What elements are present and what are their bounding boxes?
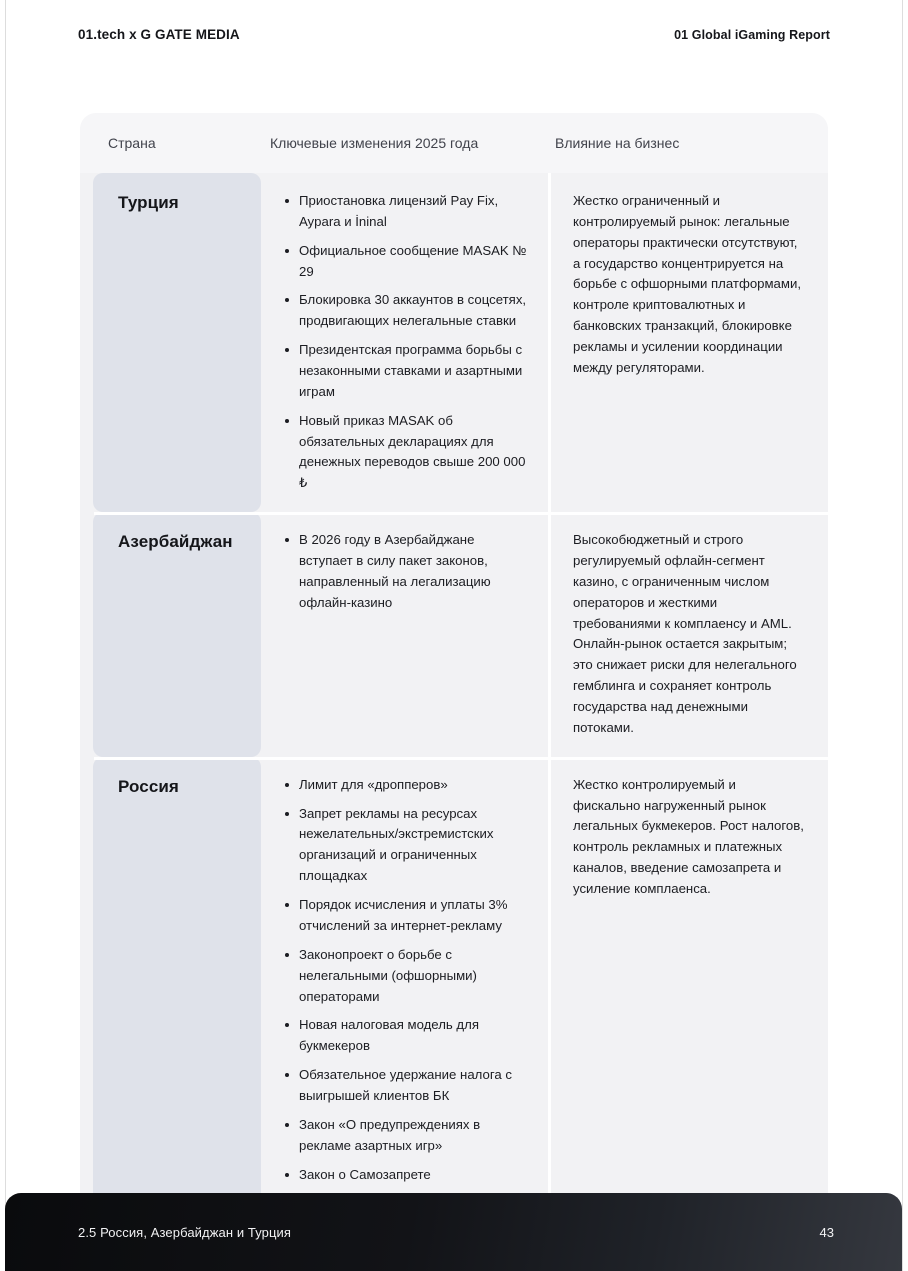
key-change-item: Блокировка 30 аккаунтов в соцсетях, продвигающих нелегальные ставки [283,290,528,332]
key-change-item: Приостановка лицензий Pay Fix, Aypara и İninal [283,191,528,233]
cell-business-impact [548,173,828,512]
table-row [80,757,828,1204]
cell-business-impact [548,512,828,757]
key-change-item: Обязательное удержание налога с выигрышей клиентов БК [283,1065,528,1107]
business-impact-text: Высокобюджетный и строго регулируемый офлайн-сегмент казино, с ограниченным числом операторов и жесткими требованиями к комплаенсу и AML. Онлайн-рынок остается закрытым; это снижает риски для нелегального гемблинга и сохраняет контроль государства над денежными потоками. [573,532,797,735]
country-name: Турция [118,193,179,212]
document-footer [5,1193,902,1271]
key-changes-list [283,530,528,613]
key-change-item: Закон о Самозапрете [283,1165,528,1186]
country-name: Россия [118,776,179,796]
column-header-impact: Влияние на бизнес [555,135,680,151]
cell-key-changes [261,757,548,1204]
cell-key-changes [261,173,548,512]
key-change-item: Запрет рекламы на ресурсах нежелательных/экстремистских организаций и ограниченных площадках [283,804,528,887]
key-changes-list [283,775,528,1186]
key-change-item: Президентская программа борьбы с незаконными ставками и азартными играм [283,340,528,403]
table-body [80,173,828,1203]
column-header-changes: Ключевые изменения 2025 года [270,135,479,151]
business-impact-text: Жестко ограниченный и контролируемый рынок: легальные операторы практически отсутствуют, а государство концентрируется на борьбе с офшорными платформами, контроле криптовалютных и банковских транзакций, блокировке рекламы и усилении координации между регуляторами. [573,193,801,375]
key-change-item: Новый приказ MASAK об обязательных декларациях для денежных переводов свыше 200 000 ₺ [283,411,528,494]
cell-key-changes [261,512,548,757]
key-change-item: Лимит для «дропперов» [283,775,528,796]
document-running-header [78,27,830,42]
brand-label: 01.tech x G GATE MEDIA [78,27,240,42]
key-change-item: Официальное сообщение MASAK № 29 [283,241,528,283]
key-changes-list [283,191,528,494]
report-title-label: 01 Global iGaming Report [674,28,830,42]
regulation-table [80,113,828,1221]
table-header-row [80,113,828,173]
country-name: Азербайджан [118,532,233,552]
cell-country [93,512,261,757]
cell-country [93,757,261,1204]
footer-section-label: 2.5 Россия, Азербайджан и Турция [78,1224,292,1240]
key-change-item: Порядок исчисления и уплаты 3% отчислений за интернет-рекламу [283,895,528,937]
column-header-country: Страна [108,135,156,151]
table-row [80,173,828,512]
table-row [80,512,828,757]
cell-business-impact [548,757,828,1204]
key-change-item: Законопроект о борьбе с нелегальными (офшорными) операторами [283,945,528,1008]
business-impact-text: Жестко контролируемый и фискально нагруженный рынок легальных букмекеров. Рост налогов, контроль рекламных и платежных каналов, введение самозапрета и усиление комплаенса. [573,776,804,897]
key-change-item: В 2026 году в Азербайджане вступает в силу пакет законов, направленный на легализацию офлайн-казино [283,530,528,613]
cell-country [93,173,261,512]
footer-page-number: 43 [819,1224,834,1240]
key-change-item: Новая налоговая модель для букмекеров [283,1015,528,1057]
page-edge-left [5,0,6,1271]
key-change-item: Закон «О предупреждениях в рекламе азартных игр» [283,1115,528,1157]
page-edge-right [902,0,903,1271]
